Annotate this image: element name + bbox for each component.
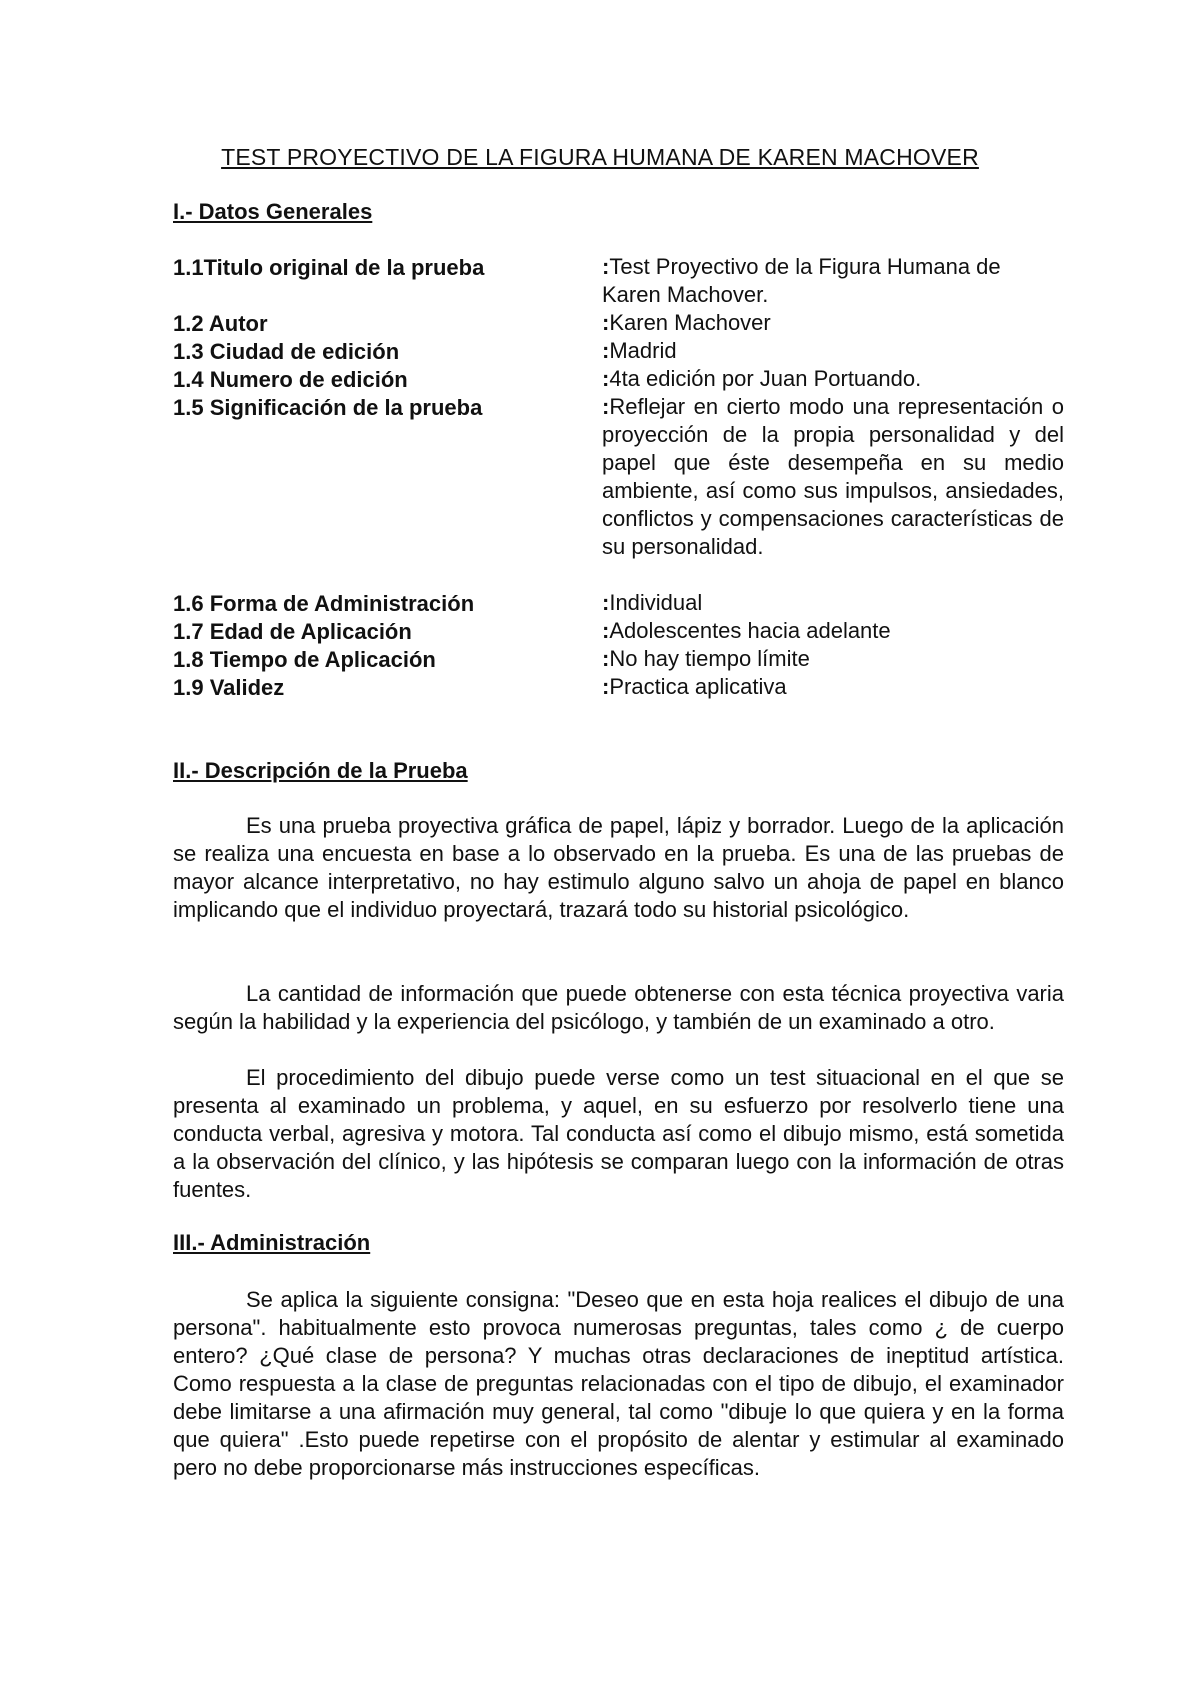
field-value-text: Test Proyectivo de la Figura Humana de Karen Machover. <box>602 254 1001 307</box>
field-value-numero-edicion: :4ta edición por Juan Portuando. <box>602 366 922 391</box>
section-heading-administracion: III.- Administración <box>173 1230 371 1255</box>
document-title: TEST PROYECTIVO DE LA FIGURA HUMANA DE KAREN MACHOVER <box>221 144 979 170</box>
paragraph-descripcion-3: El procedimiento del dibujo puede verse como un test situacional en el que se presenta al examinado un problema, y aquel, en su esfuerzo por resolverlo tiene una conducta verbal, agresiva y motora. Tal conducta así como el dibujo mismo, está sometida a la observación del clínico, y las hipótesis se comparan luego con la información de otras fuentes. <box>173 1065 1064 1202</box>
field-label-tiempo-aplicacion: 1.8 Tiempo de Aplicación <box>173 647 436 672</box>
field-value-significacion: :Reflejar en cierto modo una representación o proyección de la propia personalidad y del papel que éste desempeña en su medio ambiente, así como sus impulsos, ansiedades, conflictos y compensaciones características de su personalidad. <box>602 394 1064 559</box>
field-value-text: Adolescentes hacia adelante <box>609 618 891 643</box>
field-label-validez: 1.9 Validez <box>173 675 285 700</box>
section-heading-datos-generales: I.- Datos Generales <box>173 199 373 224</box>
field-value-text: Practica aplicativa <box>609 674 787 699</box>
section-heading-descripcion: II.- Descripción de la Prueba <box>173 758 468 783</box>
field-value-tiempo-aplicacion: :No hay tiempo límite <box>602 646 810 671</box>
field-value-autor: :Karen Machover <box>602 310 771 335</box>
field-label-significacion: 1.5 Significación de la prueba <box>173 395 483 420</box>
field-value-validez: :Practica aplicativa <box>602 674 787 699</box>
field-value-text: Reflejar en cierto modo una representación o proyección de la propia personalidad y del papel que éste desempeña en su medio ambiente, así como sus impulsos, ansiedades, conflictos y compensaciones características de su personalidad. <box>602 394 1064 559</box>
field-value-ciudad: :Madrid <box>602 338 677 363</box>
paragraph-descripcion-2: La cantidad de información que puede obtenerse con esta técnica proyectiva varia según la habilidad y la experiencia del psicólogo, y también de un examinado a otro. <box>173 981 1064 1034</box>
field-value-text: Karen Machover <box>609 310 771 335</box>
field-value-text: No hay tiempo límite <box>609 646 810 671</box>
field-value-text: Madrid <box>609 338 677 363</box>
field-value-edad-aplicacion: :Adolescentes hacia adelante <box>602 618 891 643</box>
field-label-autor: 1.2 Autor <box>173 311 268 336</box>
field-value-forma-administracion: :Individual <box>602 590 703 615</box>
field-label-edad-aplicacion: 1.7 Edad de Aplicación <box>173 619 412 644</box>
paragraph-administracion-1: Se aplica la siguiente consigna: "Deseo que en esta hoja realices el dibujo de una persona". habitualmente esto provoca numerosas preguntas, tales como ¿ de cuerpo entero? ¿Qué clase de persona? Y muchas otras declaraciones de ineptitud artística. Como respuesta a la clase de preguntas relacionadas con el tipo de dibujo, el examinador debe limitarse a una afirmación muy general, tal como "dibuje lo que quiera y en la forma que quiera" .Esto puede repetirse con el propósito de alentar y estimular al examinado pero no debe proporcionarse más instrucciones específicas. <box>173 1287 1064 1480</box>
field-value-text: 4ta edición por Juan Portuando. <box>609 366 922 391</box>
field-label-forma-administracion: 1.6 Forma de Administración <box>173 591 475 616</box>
field-value-titulo-original: :Test Proyectivo de la Figura Humana de Karen Machover. <box>602 254 1001 307</box>
field-value-text: Individual <box>609 590 703 615</box>
paragraph-descripcion-1: Es una prueba proyectiva gráfica de papel, lápiz y borrador. Luego de la aplicación se realiza una encuesta en base a lo observado en la prueba. Es una de las pruebas de mayor alcance interpretativo, no hay estimulo alguno salvo un ahoja de papel en blanco implicando que el individuo proyectará, trazará todo su historial psicológico. <box>173 813 1064 922</box>
field-label-numero-edicion: 1.4 Numero de edición <box>173 367 408 392</box>
field-label-titulo-original: 1.1Titulo original de la prueba <box>173 255 485 280</box>
field-label-ciudad: 1.3 Ciudad de edición <box>173 339 400 364</box>
